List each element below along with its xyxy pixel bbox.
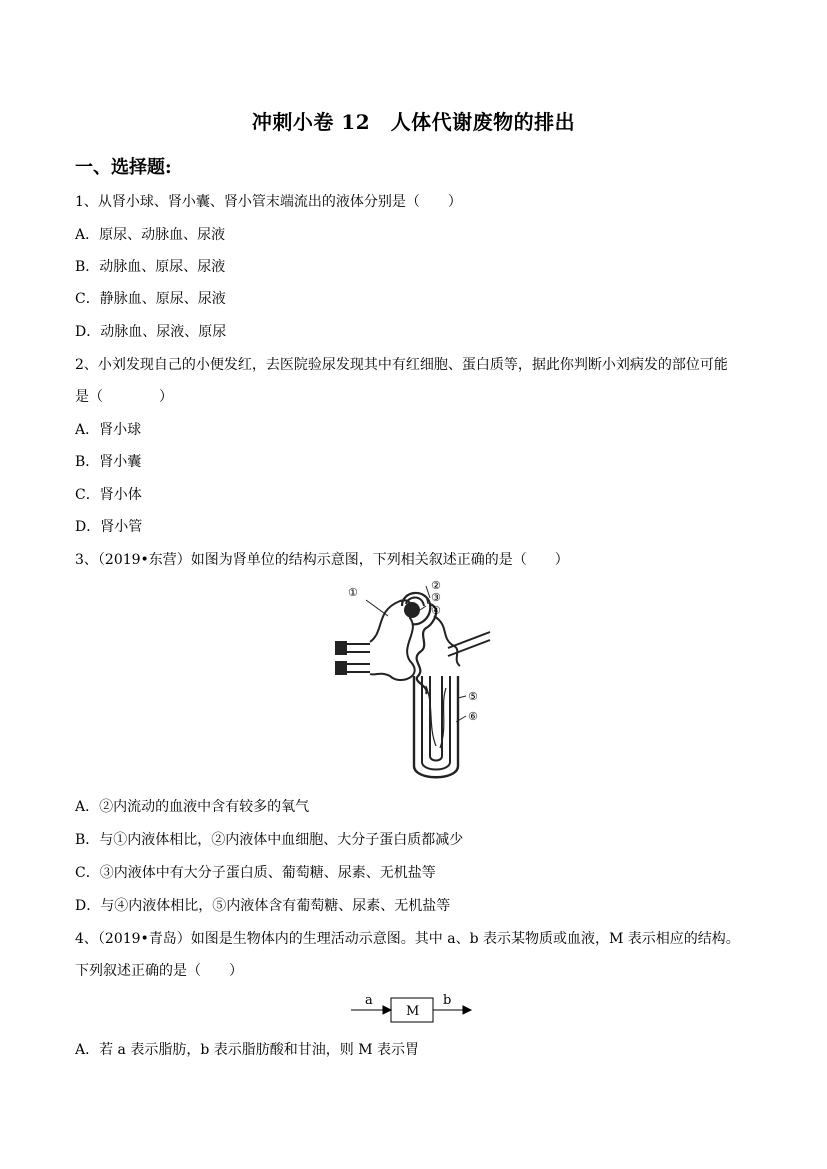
question-4-stem-cont: 下列叙述正确的是（ ） bbox=[75, 963, 243, 979]
question-2-stem-cont: 是（ ） bbox=[75, 389, 173, 405]
figure-label-6: ⑥ bbox=[468, 710, 478, 723]
process-diagram bbox=[345, 990, 480, 1026]
question-1-option-c: C．静脉血、原尿、尿液 bbox=[75, 291, 226, 307]
figure-label-5: ⑤ bbox=[468, 690, 478, 703]
question-2-stem: 2、小刘发现自己的小便发红，去医院验尿发现其中有红细胞、蛋白质等，据此你判断小刘病发的部位可能 bbox=[75, 357, 728, 373]
diagram-box-label: M bbox=[406, 1004, 420, 1019]
question-3-option-c: C．③内液体中有大分子蛋白质、葡萄糖、尿素、无机盐等 bbox=[75, 865, 436, 881]
figure-label-3: ③ bbox=[431, 591, 441, 604]
question-2-option-a: A．肾小球 bbox=[75, 422, 142, 438]
section-heading: 一、选择题: bbox=[75, 157, 172, 178]
question-1-option-d: D．动脉血、尿液、原尿 bbox=[75, 324, 227, 340]
question-4-stem: 4、（2019•青岛）如图是生物体内的生理活动示意图。其中 a、b 表示某物质或血液，M 表示相应的结构。 bbox=[75, 931, 740, 947]
figure-label-1: ① bbox=[348, 586, 358, 599]
question-3-option-d: D．与④内液体相比，⑤内液体含有葡萄糖、尿素、无机盐等 bbox=[75, 898, 451, 914]
question-2-option-c: C．肾小体 bbox=[75, 487, 142, 503]
question-4-option-a: A．若 a 表示脂肪，b 表示脂肪酸和甘油，则 M 表示胃 bbox=[75, 1042, 420, 1058]
question-2-option-d: D．肾小管 bbox=[75, 519, 143, 535]
question-3-option-b: B．与①内液体相比，②内液体中血细胞、大分子蛋白质都减少 bbox=[75, 832, 464, 848]
question-3-option-a: A．②内流动的血液中含有较多的氧气 bbox=[75, 799, 310, 815]
diagram-output-label: b bbox=[443, 993, 452, 1008]
question-1-option-b: B．动脉血、原尿、尿液 bbox=[75, 259, 226, 275]
diagram-input-label: a bbox=[365, 993, 373, 1008]
figure-label-4: ④ bbox=[431, 604, 441, 617]
question-1-option-a: A．原尿、动脉血、尿液 bbox=[75, 227, 226, 243]
question-1-stem: 1、从肾小球、肾小囊、肾小管末端流出的液体分别是（ ） bbox=[75, 194, 462, 210]
question-3-stem: 3、（2019•东营）如图为肾单位的结构示意图，下列相关叙述正确的是（ ） bbox=[75, 552, 569, 568]
figure-label-2: ② bbox=[431, 579, 441, 592]
nephron-diagram bbox=[330, 576, 500, 786]
question-2-option-b: B．肾小囊 bbox=[75, 454, 142, 470]
page-title: 冲刺小卷 12 人体代谢废物的排出 bbox=[251, 110, 576, 134]
